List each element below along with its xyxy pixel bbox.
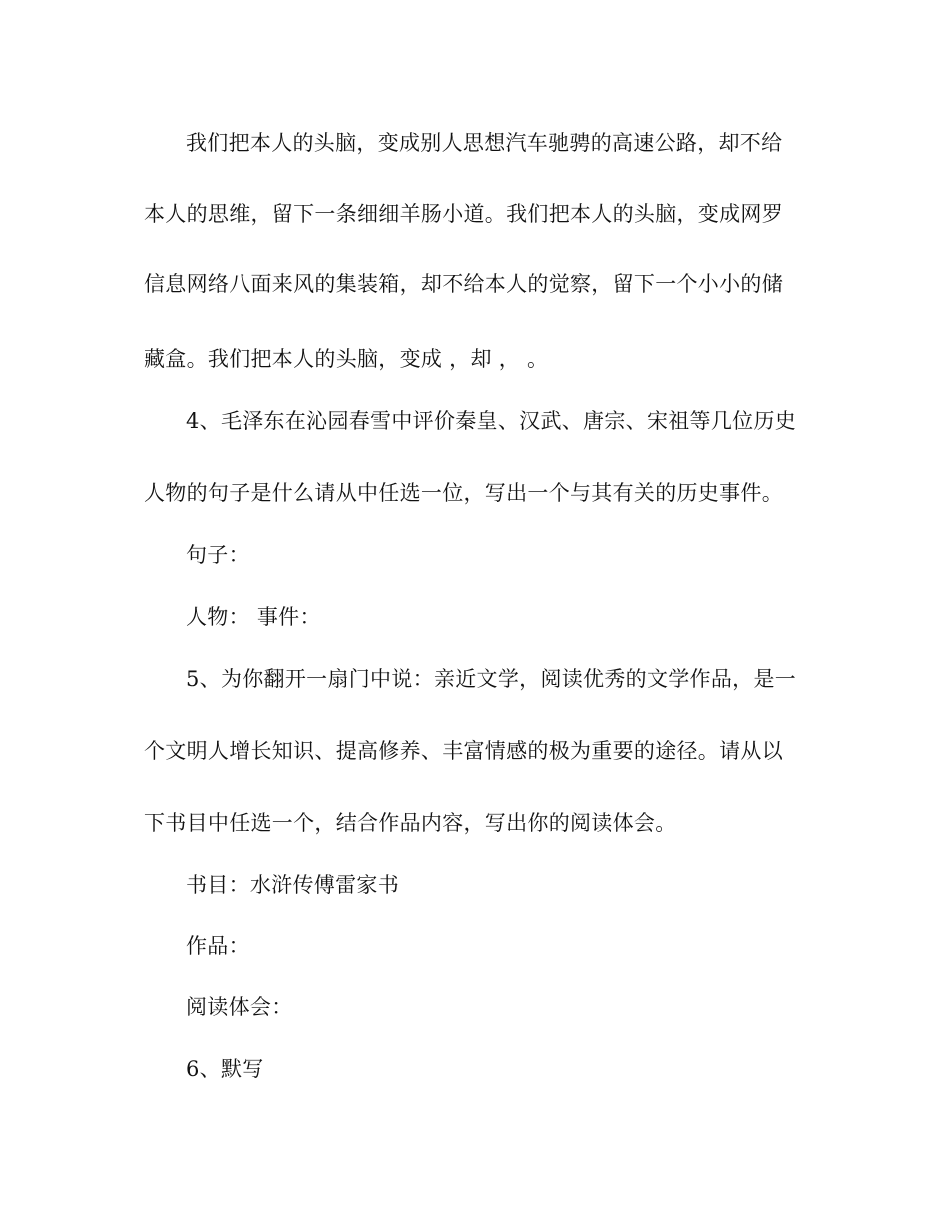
work-label: 作品： bbox=[186, 934, 250, 958]
paragraph-1-line-1: 我们把本人的头脑，变成别人思想汽车驰骋的高速公路，却不给 bbox=[186, 131, 783, 155]
question-5-line-1: 5、为你翻开一扇门中说：亲近文学，阅读优秀的文学作品，是一 bbox=[186, 667, 797, 691]
question-6-label: 6、默写 bbox=[186, 1057, 264, 1081]
sentence-label: 句子： bbox=[186, 543, 250, 567]
question-5-line-2: 个文明人增长知识、提高修养、丰富情感的极为重要的途径。请从以 bbox=[144, 739, 783, 763]
reading-reflection-label: 阅读体会： bbox=[186, 995, 293, 1019]
person-event-label: 人物： 事件： bbox=[186, 605, 321, 629]
paragraph-1-line-3: 信息网络八面来风的集装箱，却不给本人的觉察，留下一个小小的储 bbox=[144, 272, 783, 296]
paragraph-1-line-2: 本人的思维，留下一条细细羊肠小道。我们把本人的头脑，变成网罗 bbox=[144, 202, 783, 226]
book-list-label: 书目：水浒传傅雷家书 bbox=[186, 873, 399, 897]
paragraph-1-line-4: 藏盒。我们把本人的头脑，变成 ，却 ， 。 bbox=[144, 347, 549, 371]
question-4-line-2: 人物的句子是什么请从中任选一位，写出一个与其有关的历史事件。 bbox=[144, 481, 783, 505]
question-4-line-1: 4、毛泽东在沁园春雪中评价秦皇、汉武、唐宗、宋祖等几位历史 bbox=[186, 409, 797, 433]
question-5-line-3: 下书目中任选一个，结合作品内容，写出你的阅读体会。 bbox=[144, 811, 677, 835]
